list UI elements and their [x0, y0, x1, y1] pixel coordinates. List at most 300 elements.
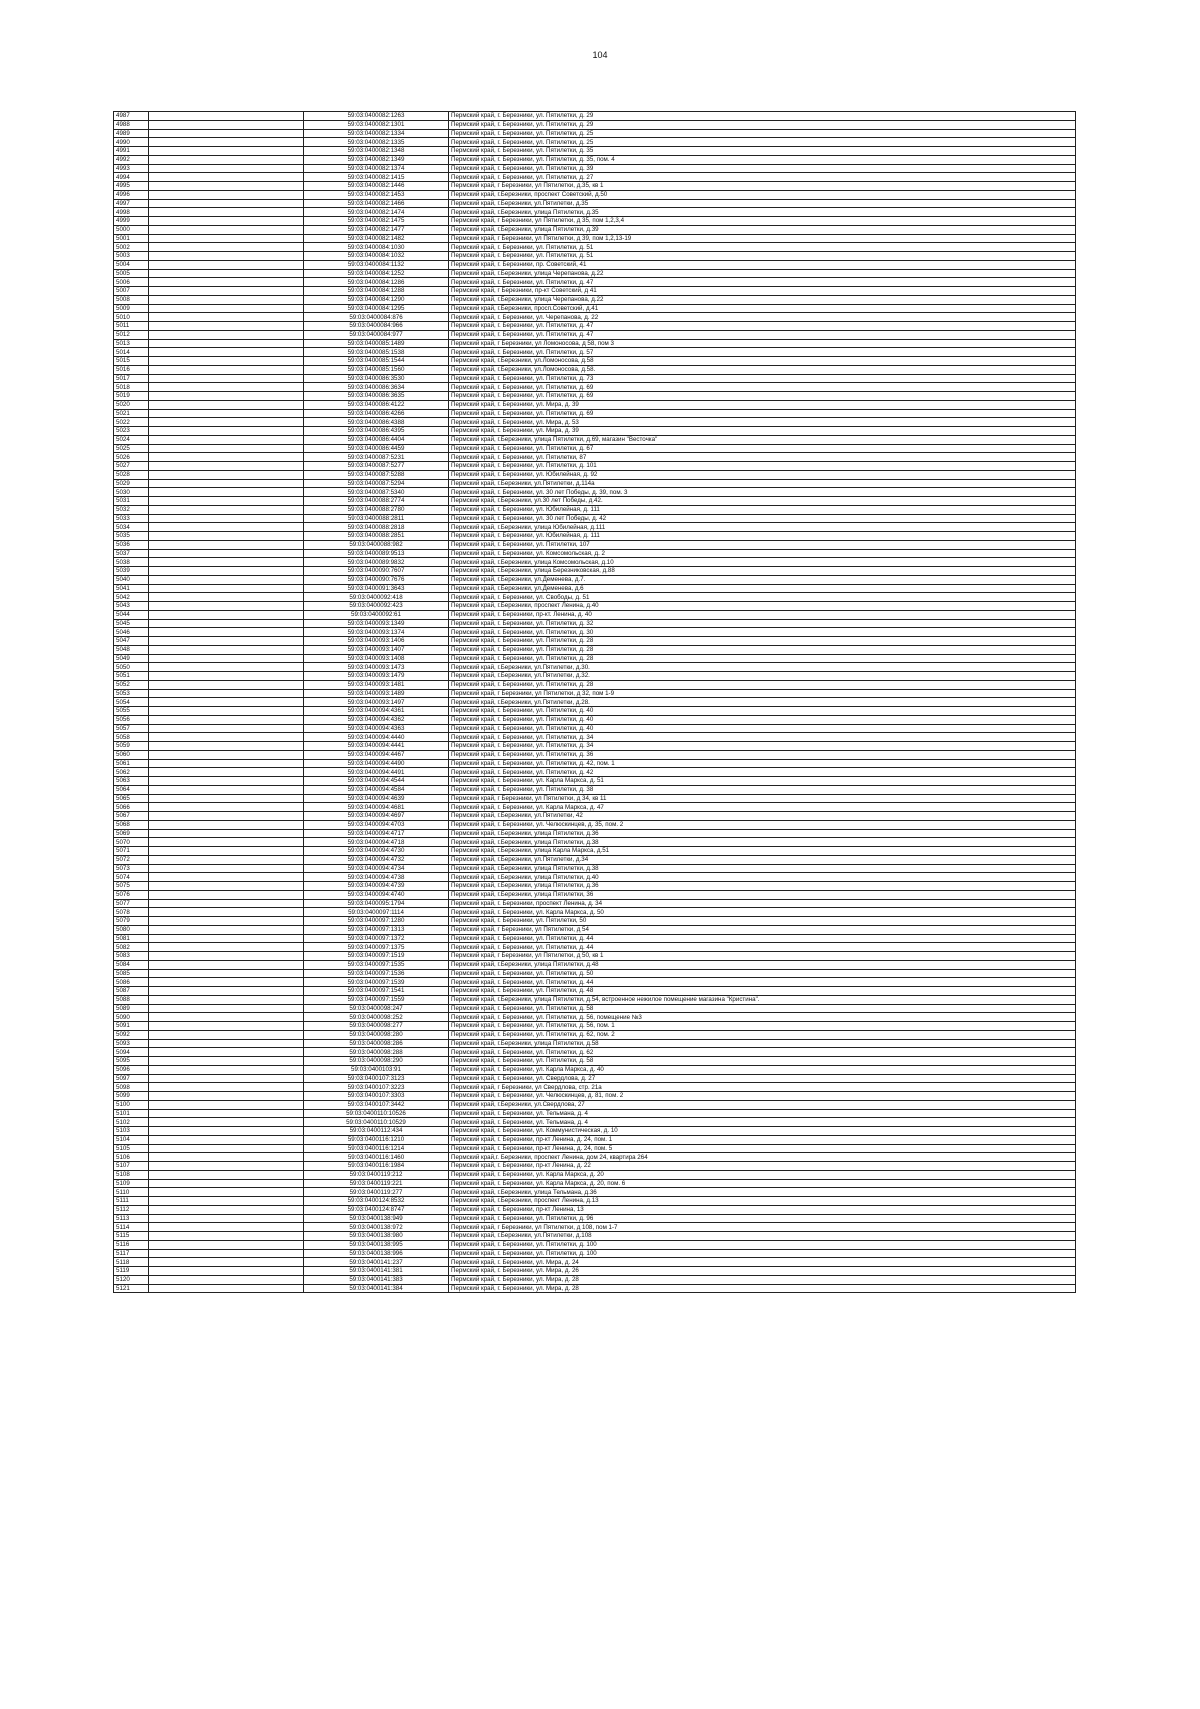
table-row [114, 435, 1076, 444]
registry-body [114, 112, 1076, 1293]
row-number-cell: 5007 [114, 287, 149, 296]
address-cell: Пермский край, г Березники, ул Пятилетки, д 39, пом 1,2,13-19 [449, 234, 1076, 243]
empty-cell [149, 707, 304, 716]
address-cell: Пермский край, г.Березники, ул.Пятилетки, д.34 [449, 855, 1076, 864]
address-cell: Пермский край, г. Березники, ул. Пятилетки, д. 35, пом. 4 [449, 155, 1076, 164]
cadastral-number-cell: 59:03:0400138:972 [304, 1223, 449, 1232]
table-row [114, 260, 1076, 269]
address-cell: Пермский край, г.Березники, улица Карла Маркса, д.51 [449, 847, 1076, 856]
row-number-cell: 5098 [114, 1083, 149, 1092]
empty-cell [149, 488, 304, 497]
empty-cell [149, 1127, 304, 1136]
row-number-cell: 5066 [114, 803, 149, 812]
row-number-cell: 5076 [114, 890, 149, 899]
address-cell: Пермский край, г.Березники, улица Пятилетки, д.36 [449, 829, 1076, 838]
empty-cell [149, 348, 304, 357]
table-row [114, 523, 1076, 532]
empty-cell [149, 1153, 304, 1162]
address-cell: Пермский край, г.Березники, ул.30 лет Победы, д.42. [449, 497, 1076, 506]
empty-cell [149, 777, 304, 786]
empty-cell [149, 208, 304, 217]
table-row [114, 278, 1076, 287]
address-cell: Пермский край, г.Березники, улица Тельмана, д.36 [449, 1188, 1076, 1197]
table-row [114, 1275, 1076, 1284]
address-cell: Пермский край, г.Березники, улица Комсомольская, д.10 [449, 558, 1076, 567]
table-row [114, 1144, 1076, 1153]
table-row [114, 794, 1076, 803]
row-number-cell: 5103 [114, 1127, 149, 1136]
row-number-cell: 5091 [114, 1022, 149, 1031]
cadastral-number-cell: 59:03:0400092:423 [304, 602, 449, 611]
row-number-cell: 4988 [114, 120, 149, 129]
address-cell: Пермский край, г. Березники, ул. Челюскинцев, д. 81, пом. 2 [449, 1092, 1076, 1101]
table-row [114, 820, 1076, 829]
cadastral-number-cell: 59:03:0400088:2811 [304, 514, 449, 523]
table-row [114, 252, 1076, 261]
table-row [114, 488, 1076, 497]
empty-cell [149, 409, 304, 418]
address-cell: Пермский край, г. Березники, ул. Карла Маркса, д. 20, пом. 6 [449, 1179, 1076, 1188]
address-cell: Пермский край, г Березники, ул Пятилетки, д 54 [449, 925, 1076, 934]
table-row [114, 339, 1076, 348]
cadastral-number-cell: 59:03:0400094:4441 [304, 742, 449, 751]
row-number-cell: 5009 [114, 304, 149, 313]
address-cell: Пермский край, г. Березники, ул. Пятилетки, д. 44 [449, 943, 1076, 952]
address-cell: Пермский край, г. Березники, ул. Карла Маркса, д. 51 [449, 777, 1076, 786]
empty-cell [149, 1118, 304, 1127]
address-cell: Пермский край, г. Березники, ул. Пятилетки, д. 47 [449, 278, 1076, 287]
empty-cell [149, 1223, 304, 1232]
row-number-cell: 5095 [114, 1057, 149, 1066]
cadastral-number-cell: 59:03:0400084:966 [304, 322, 449, 331]
table-row [114, 164, 1076, 173]
row-number-cell: 5114 [114, 1223, 149, 1232]
table-row [114, 995, 1076, 1004]
table-row [114, 689, 1076, 698]
cadastral-number-cell: 59:03:0400098:290 [304, 1057, 449, 1066]
row-number-cell: 5059 [114, 742, 149, 751]
cadastral-number-cell: 59:03:0400093:1407 [304, 645, 449, 654]
table-row [114, 1267, 1076, 1276]
cadastral-number-cell: 59:03:0400084:977 [304, 330, 449, 339]
cadastral-number-cell: 59:03:0400082:1335 [304, 138, 449, 147]
cadastral-number-cell: 59:03:0400084:876 [304, 313, 449, 322]
address-cell: Пермский край, г. Березники, пр-кт Ленина, д. 24, пом. 1 [449, 1135, 1076, 1144]
table-row [114, 768, 1076, 777]
address-cell: Пермский край, г. Березники, ул. Пятилетки, д. 101 [449, 462, 1076, 471]
table-row [114, 322, 1076, 331]
empty-cell [149, 803, 304, 812]
cadastral-number-cell: 59:03:0400094:4738 [304, 873, 449, 882]
cadastral-number-cell: 59:03:0400086:4122 [304, 400, 449, 409]
cadastral-number-cell: 59:03:0400082:1474 [304, 208, 449, 217]
address-cell: Пермский край, г.Березники, улица Пятилетки, д.38 [449, 838, 1076, 847]
address-cell: Пермский край, г Березники, ул Пятилетки, д.35, кв 1 [449, 182, 1076, 191]
cadastral-number-cell: 59:03:0400097:1559 [304, 995, 449, 1004]
row-number-cell: 5101 [114, 1109, 149, 1118]
row-number-cell: 5083 [114, 952, 149, 961]
address-cell: Пермский край, г. Березники, ул. Тельмана, д. 4 [449, 1109, 1076, 1118]
table-row [114, 1205, 1076, 1214]
empty-cell [149, 444, 304, 453]
address-cell: Пермский край, г. Березники, ул. Юбилейная, д. 111 [449, 532, 1076, 541]
empty-cell [149, 1249, 304, 1258]
cadastral-number-cell: 59:03:0400094:4740 [304, 890, 449, 899]
cadastral-number-cell: 59:03:0400097:1535 [304, 960, 449, 969]
table-row [114, 357, 1076, 366]
empty-cell [149, 1030, 304, 1039]
cadastral-number-cell: 59:03:0400097:1114 [304, 908, 449, 917]
address-cell: Пермский край, г. Березники, ул. Мира, д. 26 [449, 1267, 1076, 1276]
table-row [114, 698, 1076, 707]
row-number-cell: 5032 [114, 505, 149, 514]
empty-cell [149, 1240, 304, 1249]
row-number-cell: 5031 [114, 497, 149, 506]
row-number-cell: 4987 [114, 112, 149, 121]
cadastral-number-cell: 59:03:0400086:4459 [304, 444, 449, 453]
address-cell: Пермский край, г. Березники, ул. Пятилетки, д. 50 [449, 969, 1076, 978]
table-row [114, 330, 1076, 339]
address-cell: Пермский край, г Березники, ул Пятилетки, д 50, кв 1 [449, 952, 1076, 961]
address-cell: Пермский край, г. Березники, ул. Пятилетки, д. 32 [449, 619, 1076, 628]
cadastral-number-cell: 59:03:0400094:4681 [304, 803, 449, 812]
row-number-cell: 5015 [114, 357, 149, 366]
cadastral-number-cell: 59:03:0400116:1460 [304, 1153, 449, 1162]
row-number-cell: 5084 [114, 960, 149, 969]
row-number-cell: 5089 [114, 1004, 149, 1013]
table-row [114, 444, 1076, 453]
empty-cell [149, 838, 304, 847]
empty-cell [149, 392, 304, 401]
table-row [114, 1092, 1076, 1101]
cadastral-number-cell: 59:03:0400084:1288 [304, 287, 449, 296]
empty-cell [149, 1144, 304, 1153]
address-cell: Пермский край, г. Березники, ул. Пятилетки, д. 73 [449, 374, 1076, 383]
empty-cell [149, 829, 304, 838]
cadastral-number-cell: 59:03:0400082:1374 [304, 164, 449, 173]
empty-cell [149, 287, 304, 296]
row-number-cell: 5047 [114, 637, 149, 646]
empty-cell [149, 978, 304, 987]
table-row [114, 374, 1076, 383]
table-row [114, 724, 1076, 733]
address-cell: Пермский край,г. Березники, проспект Ленина, дом 24, квартира 264 [449, 1153, 1076, 1162]
cadastral-number-cell: 59:03:0400094:4491 [304, 768, 449, 777]
empty-cell [149, 1284, 304, 1293]
empty-cell [149, 225, 304, 234]
row-number-cell: 5020 [114, 400, 149, 409]
empty-cell [149, 794, 304, 803]
row-number-cell: 5016 [114, 365, 149, 374]
address-cell: Пермский край, г. Березники, ул. Пятилетки, д. 58 [449, 1004, 1076, 1013]
empty-cell [149, 199, 304, 208]
cadastral-number-cell: 59:03:0400107:3442 [304, 1100, 449, 1109]
empty-cell [149, 383, 304, 392]
address-cell: Пермский край, г Березники, пр-кт Советский, д 41 [449, 287, 1076, 296]
address-cell: Пермский край, г. Березники, ул. Свердлова, д. 27 [449, 1074, 1076, 1083]
table-row [114, 1170, 1076, 1179]
row-number-cell: 5112 [114, 1205, 149, 1214]
table-row [114, 1249, 1076, 1258]
table-row [114, 969, 1076, 978]
cadastral-number-cell: 59:03:0400141:381 [304, 1267, 449, 1276]
address-cell: Пермский край, г Березники, ул Ломоносова, д 58, пом 3 [449, 339, 1076, 348]
address-cell: Пермский край, г. Березники, ул. Пятилетки, д. 30 [449, 628, 1076, 637]
empty-cell [149, 742, 304, 751]
address-cell: Пермский край, г. Березники, ул. Пятилетки, д. 28 [449, 680, 1076, 689]
address-cell: Пермский край, г Березники, ул Свердлова, стр. 21а [449, 1083, 1076, 1092]
address-cell: Пермский край, г.Березники, улица Пятилетки, д.69, магазин "Весточка" [449, 435, 1076, 444]
cadastral-number-cell: 59:03:0400092:418 [304, 593, 449, 602]
row-number-cell: 5105 [114, 1144, 149, 1153]
cadastral-number-cell: 59:03:0400094:4584 [304, 785, 449, 794]
row-number-cell: 4997 [114, 199, 149, 208]
empty-cell [149, 365, 304, 374]
empty-cell [149, 304, 304, 313]
row-number-cell: 5051 [114, 672, 149, 681]
address-cell: Пермский край, г. Березники, ул. Коммунистическая, д. 10 [449, 1127, 1076, 1136]
address-cell: Пермский край, г. Березники, ул. Пятилетки, д. 69 [449, 392, 1076, 401]
row-number-cell: 5113 [114, 1214, 149, 1223]
table-row [114, 882, 1076, 891]
row-number-cell: 5104 [114, 1135, 149, 1144]
cadastral-number-cell: 59:03:0400097:1541 [304, 987, 449, 996]
empty-cell [149, 505, 304, 514]
address-cell: Пермский край, г. Березники, ул. Пятилетки, д. 48 [449, 987, 1076, 996]
table-row [114, 1214, 1076, 1223]
empty-cell [149, 1109, 304, 1118]
cadastral-number-cell: 59:03:0400088:2780 [304, 505, 449, 514]
row-number-cell: 5069 [114, 829, 149, 838]
address-cell: Пермский край, г.Березники, проспект Ленина, д.40 [449, 602, 1076, 611]
table-row [114, 173, 1076, 182]
row-number-cell: 5064 [114, 785, 149, 794]
address-cell: Пермский край, г.Березники, просп.Советский, д.41 [449, 304, 1076, 313]
address-cell: Пермский край, г.Березники, улица Пятилетки, 36 [449, 890, 1076, 899]
cadastral-number-cell: 59:03:0400094:4363 [304, 724, 449, 733]
table-row [114, 182, 1076, 191]
empty-cell [149, 217, 304, 226]
table-row [114, 1004, 1076, 1013]
table-row [114, 409, 1076, 418]
table-row [114, 365, 1076, 374]
cadastral-number-cell: 59:03:0400089:9513 [304, 549, 449, 558]
row-number-cell: 5092 [114, 1030, 149, 1039]
table-row [114, 295, 1076, 304]
empty-cell [149, 847, 304, 856]
table-row [114, 777, 1076, 786]
empty-cell [149, 899, 304, 908]
table-row [114, 287, 1076, 296]
address-cell: Пермский край, г.Березники, ул.Деменева, д.7. [449, 575, 1076, 584]
table-row [114, 654, 1076, 663]
empty-cell [149, 400, 304, 409]
table-row [114, 462, 1076, 471]
table-row [114, 750, 1076, 759]
row-number-cell: 5063 [114, 777, 149, 786]
empty-cell [149, 120, 304, 129]
table-row [114, 112, 1076, 121]
row-number-cell: 5077 [114, 899, 149, 908]
cadastral-number-cell: 59:03:0400088:982 [304, 540, 449, 549]
address-cell: Пермский край, г. Березники, ул. Пятилетки, 50 [449, 917, 1076, 926]
table-row [114, 943, 1076, 952]
address-cell: Пермский край, г.Березники, улица Пятилетки, д.54, встроенное нежилое помещение магазина "Кристина". [449, 995, 1076, 1004]
empty-cell [149, 969, 304, 978]
table-row [114, 663, 1076, 672]
row-number-cell: 4998 [114, 208, 149, 217]
table-row [114, 217, 1076, 226]
row-number-cell: 4991 [114, 147, 149, 156]
empty-cell [149, 908, 304, 917]
empty-cell [149, 1083, 304, 1092]
address-cell: Пермский край, г. Березники, ул. Пятилетки, д. 40 [449, 715, 1076, 724]
table-row [114, 1232, 1076, 1241]
cadastral-number-cell: 59:03:0400082:1453 [304, 190, 449, 199]
address-cell: Пермский край, г.Березники, ул.Ломоносова, д.58 [449, 357, 1076, 366]
cadastral-number-cell: 59:03:0400119:212 [304, 1170, 449, 1179]
table-row [114, 584, 1076, 593]
empty-cell [149, 173, 304, 182]
empty-cell [149, 470, 304, 479]
address-cell: Пермский край, г. Березники, ул. Пятилетки, д. 42, пом. 1 [449, 759, 1076, 768]
table-row [114, 890, 1076, 899]
table-row [114, 1083, 1076, 1092]
table-row [114, 645, 1076, 654]
address-cell: Пермский край, г.Березники, проспект Ленина, д.13 [449, 1197, 1076, 1206]
table-row [114, 313, 1076, 322]
address-cell: Пермский край, г. Березники, ул. Карла Маркса, д. 47 [449, 803, 1076, 812]
row-number-cell: 5107 [114, 1162, 149, 1171]
cadastral-number-cell: 59:03:0400088:2818 [304, 523, 449, 532]
cadastral-number-cell: 59:03:0400088:2774 [304, 497, 449, 506]
cadastral-number-cell: 59:03:0400084:1290 [304, 295, 449, 304]
cadastral-number-cell: 59:03:0400082:1482 [304, 234, 449, 243]
empty-cell [149, 514, 304, 523]
cadastral-number-cell: 59:03:0400086:4395 [304, 427, 449, 436]
empty-cell [149, 313, 304, 322]
row-number-cell: 5000 [114, 225, 149, 234]
row-number-cell: 5057 [114, 724, 149, 733]
cadastral-number-cell: 59:03:0400097:1372 [304, 934, 449, 943]
empty-cell [149, 435, 304, 444]
cadastral-number-cell: 59:03:0400093:1489 [304, 689, 449, 698]
cadastral-number-cell: 59:03:0400138:949 [304, 1214, 449, 1223]
row-number-cell: 5048 [114, 645, 149, 654]
table-row [114, 225, 1076, 234]
table-row [114, 427, 1076, 436]
row-number-cell: 5055 [114, 707, 149, 716]
address-cell: Пермский край, г. Березники, ул. Пятилетки, д. 40 [449, 724, 1076, 733]
table-row [114, 855, 1076, 864]
row-number-cell: 5062 [114, 768, 149, 777]
address-cell: Пермский край, г. Березники, ул. Пятилетки, д. 42 [449, 768, 1076, 777]
row-number-cell: 5056 [114, 715, 149, 724]
empty-cell [149, 540, 304, 549]
row-number-cell: 5070 [114, 838, 149, 847]
empty-cell [149, 567, 304, 576]
table-row [114, 400, 1076, 409]
cadastral-number-cell: 59:03:0400093:1481 [304, 680, 449, 689]
cadastral-number-cell: 59:03:0400082:1301 [304, 120, 449, 129]
cadastral-number-cell: 59:03:0400094:4544 [304, 777, 449, 786]
row-number-cell: 5111 [114, 1197, 149, 1206]
address-cell: Пермский край, г. Березники, ул. Тельмана, д. 4 [449, 1118, 1076, 1127]
cadastral-number-cell: 59:03:0400141:383 [304, 1275, 449, 1284]
empty-cell [149, 1057, 304, 1066]
empty-cell [149, 523, 304, 532]
row-number-cell: 5115 [114, 1232, 149, 1241]
row-number-cell: 5090 [114, 1013, 149, 1022]
cadastral-number-cell: 59:03:0400084:1252 [304, 269, 449, 278]
row-number-cell: 5034 [114, 523, 149, 532]
cadastral-number-cell: 59:03:0400084:1132 [304, 260, 449, 269]
empty-cell [149, 724, 304, 733]
row-number-cell: 5058 [114, 733, 149, 742]
empty-cell [149, 374, 304, 383]
row-number-cell: 5093 [114, 1039, 149, 1048]
cadastral-number-cell: 59:03:0400110:10526 [304, 1109, 449, 1118]
cadastral-number-cell: 59:03:0400116:1210 [304, 1135, 449, 1144]
empty-cell [149, 129, 304, 138]
empty-cell [149, 637, 304, 646]
row-number-cell: 5067 [114, 812, 149, 821]
cadastral-number-cell: 59:03:0400094:4362 [304, 715, 449, 724]
cadastral-number-cell: 59:03:0400085:1560 [304, 365, 449, 374]
address-cell: Пермский край, г. Березники, пр. Советский, 41 [449, 260, 1076, 269]
cadastral-number-cell: 59:03:0400093:1374 [304, 628, 449, 637]
cadastral-number-cell: 59:03:0400138:996 [304, 1249, 449, 1258]
cadastral-number-cell: 59:03:0400094:4732 [304, 855, 449, 864]
empty-cell [149, 427, 304, 436]
row-number-cell: 5001 [114, 234, 149, 243]
cadastral-number-cell: 59:03:0400107:3123 [304, 1074, 449, 1083]
cadastral-number-cell: 59:03:0400094:4703 [304, 820, 449, 829]
table-row [114, 138, 1076, 147]
cadastral-number-cell: 59:03:0400094:4467 [304, 750, 449, 759]
row-number-cell: 5071 [114, 847, 149, 856]
address-cell: Пермский край, г. Березники, ул. Пятилетки, 87 [449, 453, 1076, 462]
row-number-cell: 5036 [114, 540, 149, 549]
empty-cell [149, 1188, 304, 1197]
address-cell: Пермский край, г. Березники, пр-кт Ленина, 13 [449, 1205, 1076, 1214]
table-row [114, 672, 1076, 681]
empty-cell [149, 917, 304, 926]
address-cell: Пермский край, г.Березники, улица Пятилетки, д.38 [449, 864, 1076, 873]
row-number-cell: 5039 [114, 567, 149, 576]
table-row [114, 479, 1076, 488]
address-cell: Пермский край, г. Березники, ул. Пятилетки, д. 44 [449, 978, 1076, 987]
address-cell: Пермский край, г. Березники, ул. Пятилетки, д. 51 [449, 252, 1076, 261]
row-number-cell: 5040 [114, 575, 149, 584]
empty-cell [149, 1275, 304, 1284]
registry-sheet [113, 111, 1076, 1293]
table-row [114, 1284, 1076, 1293]
cadastral-number-cell: 59:03:0400086:4266 [304, 409, 449, 418]
empty-cell [149, 680, 304, 689]
empty-cell [149, 952, 304, 961]
address-cell: Пермский край, г. Березники, ул. Пятилетки, д. 28 [449, 654, 1076, 663]
address-cell: Пермский край, г Березники, ул Пятилетки, д 35, пом 1,2,3,4 [449, 217, 1076, 226]
empty-cell [149, 164, 304, 173]
row-number-cell: 4995 [114, 182, 149, 191]
row-number-cell: 5081 [114, 934, 149, 943]
empty-cell [149, 1232, 304, 1241]
cadastral-number-cell: 59:03:0400087:5277 [304, 462, 449, 471]
row-number-cell: 5025 [114, 444, 149, 453]
row-number-cell: 5078 [114, 908, 149, 917]
empty-cell [149, 584, 304, 593]
